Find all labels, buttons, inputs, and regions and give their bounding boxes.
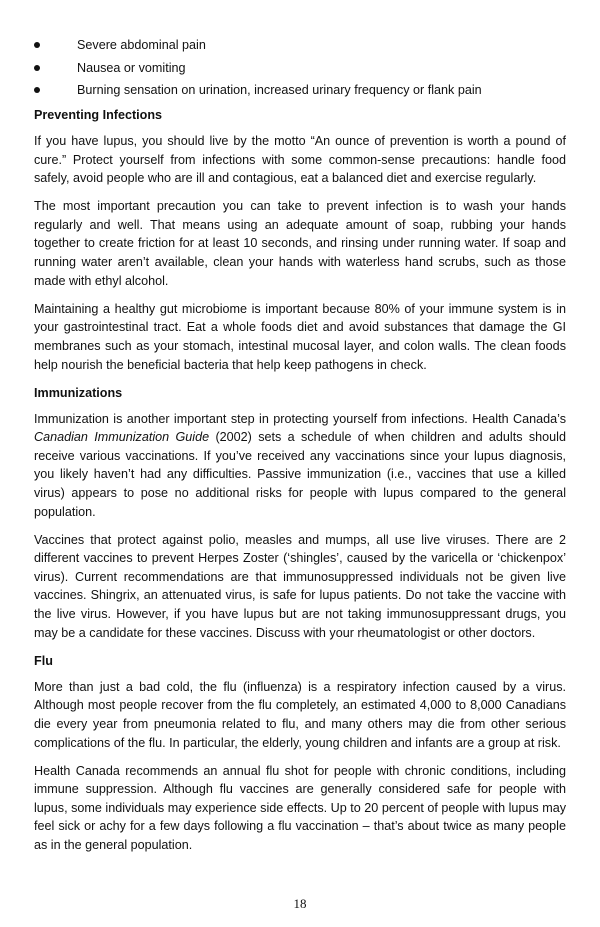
list-item-text: Nausea or vomiting [77,60,186,75]
section-immunizations [34,384,566,643]
section-heading: Preventing Infections [34,108,163,122]
bullet-icon [34,87,40,93]
symptom-list [34,36,566,99]
text-run: (2002) sets a schedule of when children and adults should receive various vaccinations. If you’ve received any vaccinations since your lupus diagnosis, you likely haven’t had any difficulties. Passive immunization (i.e., vaccines that use a killed virus) appears to pose no additional risks for people with lupus compared to the general population. [34,430,566,519]
list-item-text: Severe abdominal pain [77,38,206,52]
list-item [34,59,566,77]
page-number: 18 [293,896,307,911]
guide-title: Canadian Immunization Guide [34,430,210,445]
section-flu [34,652,566,855]
paragraph: Maintaining a healthy gut microbiome is important because 80% of your immune system is in your gastrointestinal tract. Eat a whole foods diet and avoid substances that damage the GI membranes such as your stomach, intestinal mucosal layer, and colon walls. The clean foods help nourish the beneficial bacteria that help keep pathogens in check. [34,301,566,372]
paragraph [34,410,566,522]
paragraph: More than just a bad cold, the flu (influenza) is a respiratory infection caused by a virus. Although most people recover from the flu completely, an estimated 4,000 to 8,000 Canadians die every year from pneumonia related to flu, and many others may die from other serious complications of the flu. In particular, the elderly, young children and infants are a group at risk. [34,679,566,750]
bullet-icon [34,42,40,48]
paragraph: Vaccines that protect against polio, measles and mumps, all use live viruses. There are 2 different vaccines to prevent Herpes Zoster (‘shingles’, caused by the varicella or ‘chickenpox’ virus). Current recommendations are that immunosuppressed individuals not be given live vaccines. Shingrix, an attenuated virus, is safe for lupus patients. Do not take the vaccine with the live virus. However, if you have lupus but are not taking immunosuppressant drugs, you may be a candidate for these vaccines. Discuss with your rheumatologist or other doctors. [34,532,566,640]
list-item [34,36,566,54]
paragraph: The most important precaution you can take to prevent infection is to wash your hands regularly and well. That means using an adequate amount of soap, rubbing your hands together to create friction for at least 10 seconds, and rinsing under running water. If soap and running water aren’t available, clean your hands with waterless hand scrubs, such as those made with ethyl alcohol. [34,199,566,288]
section-heading: Immunizations [34,385,123,400]
section-preventing-infections [34,106,566,374]
paragraph: If you have lupus, you should live by the motto “An ounce of prevention is worth a pound of cure.” Protect yourself from infections with some common-sense precautions: handle food safely, avoid people who are ill and contagious, eat a balanced diet and exercise regularly. [34,134,566,186]
list-item [34,81,566,99]
list-item-text: Burning sensation on urination, increased urinary frequency or flank pain [77,83,482,97]
bullet-icon [34,65,40,71]
document-page [34,36,566,864]
section-heading: Flu [34,653,53,668]
text-run: Immunization is another important step in protecting yourself from infections. Health Canada’s [34,411,566,426]
paragraph: Health Canada recommends an annual flu shot for people with chronic conditions, including immune suppression. Although flu vaccines are generally considered safe for people with lupus, some individuals may experience side effects. Up to 20 percent of people with lupus may feel sick or achy for a few days following a flu vaccination – that’s about twice as many people as in the general population. [34,763,566,852]
